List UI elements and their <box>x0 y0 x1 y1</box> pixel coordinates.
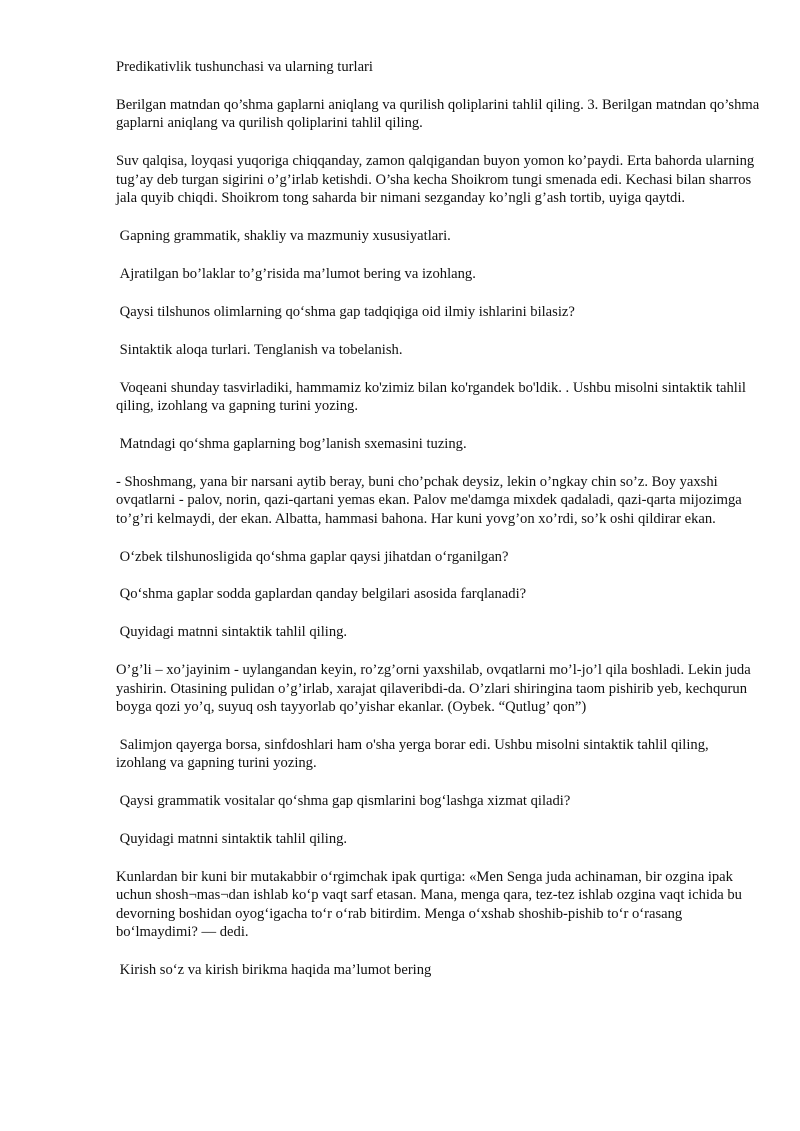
paragraph: Matndagi qo‘shma gaplarning bog’lanish sxemasini tuzing. <box>116 435 467 452</box>
paragraph: Qaysi grammatik vositalar qo‘shma gap qismlarini bog‘lashga xizmat qiladi? <box>116 793 571 810</box>
paragraph: Voqeani shunday tasvirladiki, hammamiz ko'zimiz bilan ko'rgandek bo'ldik. . Ushbu misolni sintaktik tahlil qiling, izohlang va gapning turini yozing. <box>116 379 750 414</box>
paragraph: Qo‘shma gaplar sodda gaplardan qanday belgilari asosida farqlanadi? <box>116 586 527 603</box>
paragraph: Sintaktik aloqa turlari. Tenglanish va tobelanish. <box>116 341 403 358</box>
document-page <box>116 58 763 999</box>
paragraph: O‘zbek tilshunosligida qo‘shma gaplar qaysi jihatdan o‘rganilgan? <box>116 548 509 565</box>
paragraph: Ajratilgan bo’laklar to’g’risida ma’lumot bering va izohlang. <box>116 265 476 282</box>
paragraph: Gapning grammatik, shakliy va mazmuniy xususiyatlari. <box>116 227 451 244</box>
paragraph: Suv qalqisa, loyqasi yuqoriga chiqqanday, zamon qalqigandan buyon yomon ko’paydi. Erta bahorda ularning tug’ay deb turgan sigirini o’g’irlab ketishdi. O’sha kecha Shoikrom tungi smenada edi. Kechasi bilan sharros jala quyib chiqdi. Shoikrom tong saharda bir nimani sezganday ko’ngli g’ash tortib, uyiga qaytdi. <box>116 153 758 207</box>
paragraph: Berilgan matndan qo’shma gaplarni aniqlang va qurilish qoliplarini tahlil qiling. 3. Berilgan matndan qo’shma gaplarni aniqlang va qurilish qoliplarini tahlil qiling. <box>116 96 763 132</box>
paragraph: Quyidagi matnni sintaktik tahlil qiling. <box>116 831 348 848</box>
paragraph: Kirish so‘z va kirish birikma haqida ma’lumot bering <box>116 962 432 979</box>
paragraph: Salimjon qayerga borsa, sinfdoshlari ham o'sha yerga borar edi. Ushbu misolni sintaktik tahlil qiling, izohlang va gapning turini yozing. <box>116 736 713 772</box>
document-title: Predikativlik tushunchasi va ularning turlari <box>116 59 373 75</box>
paragraph: - Shoshmang, yana bir narsani aytib beray, buni cho’pchak deysiz, lekin o’ngkay chin so’z. Boy yaxshi ovqatlarni - palov, norin, qazi-qartani yemas ekan. Palov me'damga mixdek qadaladi, qazi-qarta mijozimga to’g’ri kelmaydi, der ekan. Albatta, hammasi bahona. Har kuni yovg’on xo’rdi, so’k oshi qildirar ekan. <box>116 473 746 527</box>
paragraph: Kunlardan bir kuni bir mutakabbir o‘rgimchak ipak qurtiga: «Men Senga juda achinaman, bir ozgina ipak uchun shosh¬mas¬dan ishlab ko‘p vaqt sarf etasan. Mana, menga qara, tez-tez ishlab ozgina vaqt ichida bu devorning boshidan oyog‘igacha to‘r o‘rab bitirdim. Menga o‘xshab shoshib-pishib to‘r o‘rasang bo‘lmaydimi? — dedi. <box>116 869 746 941</box>
paragraph: O’g’li – xo’jayinim - uylangandan keyin, ro’zg’orni yaxshilab, ovqatlarni mo’l-jo’l qila boshladi. Lekin juda yashirin. Otasining pulidan o’g’irlab, xarajat qilaveribdi-da. O’zlari shiringina taom pishirib yeb, kechqurun boyga qozi yo’q, suyuq osh tayyorlab qo’yishar ekanlar. (Oybek. “Qutlug’ qon”) <box>116 662 755 716</box>
paragraph: Qaysi tilshunos olimlarning qo‘shma gap tadqiqiga oid ilmiy ishlarini bilasiz? <box>116 303 575 320</box>
paragraph: Quyidagi matnni sintaktik tahlil qiling. <box>116 624 348 641</box>
